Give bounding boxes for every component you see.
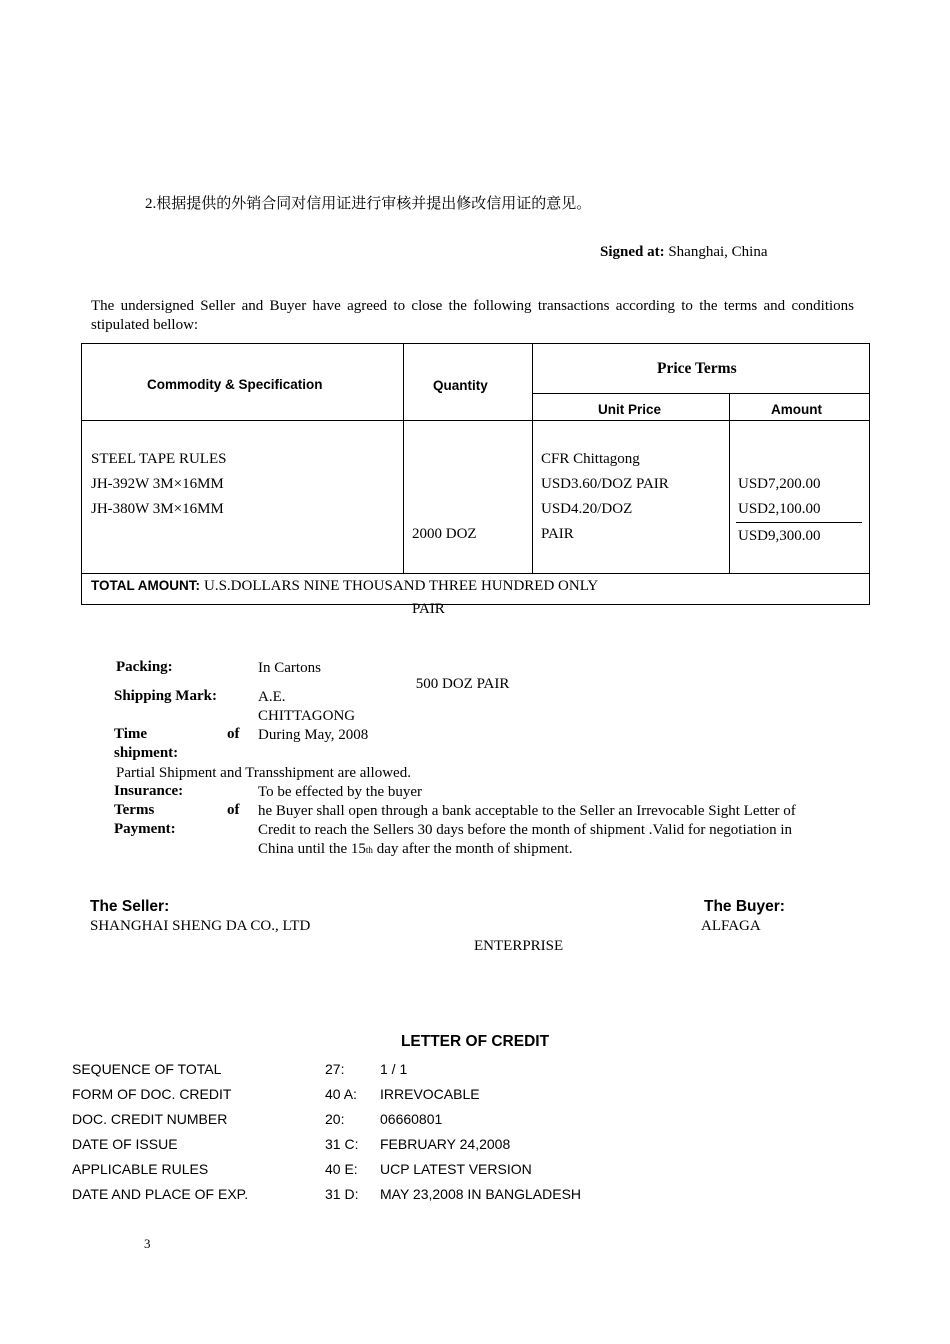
insurance-label: Insurance:: [114, 783, 184, 799]
instruction-text: 2.根据提供的外销合同对信用证进行审核并提出修改信用证的意见。: [145, 196, 592, 212]
total-amount-label: TOTAL AMOUNT:: [91, 578, 200, 593]
payment-line-3-sup: th: [365, 845, 373, 855]
lc-row: [72, 1186, 772, 1211]
lc-row-tag: 20:: [325, 1111, 345, 1127]
insurance-value: To be effected by the buyer: [258, 784, 423, 800]
lc-row-value: 1 / 1: [380, 1061, 408, 1077]
commodity-line: STEEL TAPE RULES: [91, 451, 227, 467]
payment-label-of: of: [227, 802, 240, 818]
lc-row-label: DATE OF ISSUE: [72, 1136, 178, 1152]
intro-paragraph: The undersigned Seller and Buyer have agreed to close the following transactions according to the terms and conditions stipulated bellow:: [91, 298, 854, 333]
lc-row: [72, 1086, 772, 1111]
amount-total: USD9,300.00: [738, 528, 821, 544]
amount-line: USD2,100.00: [738, 501, 821, 517]
amount-cell: [738, 472, 821, 522]
time-label-2: shipment:: [114, 745, 179, 761]
header-commodity: Commodity & Specification: [147, 377, 323, 392]
quantity-line: 2000 DOZ: [412, 526, 477, 542]
commodity-cell: [91, 447, 226, 522]
lc-title: LETTER OF CREDIT: [400, 1033, 550, 1050]
payment-line-3-pre: China until the 15: [258, 841, 366, 857]
lc-row-label: DOC. CREDIT NUMBER: [72, 1111, 228, 1127]
unit-price-line: PAIR: [541, 526, 574, 542]
lc-row-label: SEQUENCE OF TOTAL: [72, 1061, 222, 1077]
commodity-line: JH-380W 3M×16MM: [91, 501, 224, 517]
header-quantity: Quantity: [433, 378, 488, 393]
shipping-mark-line: A.E.: [258, 689, 286, 705]
seller-name: SHANGHAI SHENG DA CO., LTD: [90, 918, 311, 934]
lc-row-tag: 27:: [325, 1061, 345, 1077]
packing-label: Packing:: [116, 659, 173, 675]
unit-price-line: CFR Chittagong: [541, 451, 640, 467]
header-price-terms: Price Terms: [657, 360, 737, 377]
lc-row-tag: 40 E:: [325, 1161, 358, 1177]
buyer-label: The Buyer:: [704, 898, 785, 915]
lc-row-value: 06660801: [380, 1111, 443, 1127]
packing-value: In Cartons: [258, 660, 321, 676]
time-label-1: Time: [114, 726, 148, 742]
buyer-name-2: ENTERPRISE: [474, 938, 564, 954]
partial-shipment-text: Partial Shipment and Transshipment are allowed.: [116, 765, 411, 781]
lc-row-label: APPLICABLE RULES: [72, 1161, 209, 1177]
lc-row-value: MAY 23,2008 IN BANGLADESH: [380, 1186, 582, 1202]
lc-row: [72, 1161, 772, 1186]
lc-row-value: IRREVOCABLE: [380, 1086, 480, 1102]
lc-row: [72, 1061, 772, 1086]
payment-line: Credit to reach the Sellers 30 days before the month of shipment .Valid for negotiation in: [258, 822, 793, 838]
unit-price-cell: [541, 447, 669, 547]
quantity-line: PAIR: [412, 601, 445, 617]
lc-row-tag: 40 A:: [325, 1086, 357, 1102]
lc-row: [72, 1136, 772, 1161]
buyer-name-1: ALFAGA: [701, 918, 761, 934]
lc-row-value: UCP LATEST VERSION: [380, 1161, 532, 1177]
total-amount-value: U.S.DOLLARS NINE THOUSAND THREE HUNDRED ONLY: [204, 578, 599, 594]
seller-label: The Seller:: [90, 898, 170, 915]
quantity-cell: [412, 472, 509, 747]
unit-price-line: USD4.20/DOZ: [541, 501, 633, 517]
lc-row-label: FORM OF DOC. CREDIT: [72, 1086, 232, 1102]
quantity-line: 500 DOZ PAIR: [412, 676, 510, 692]
signed-at: [600, 244, 768, 261]
signed-value: Shanghai, China: [668, 244, 768, 260]
time-value: During May, 2008: [258, 727, 369, 743]
lc-row-tag: 31 D:: [325, 1186, 359, 1202]
payment-line-3-post: day after the month of shipment.: [372, 841, 573, 857]
shipping-mark-label: Shipping Mark:: [114, 688, 217, 704]
lc-row-label: DATE AND PLACE OF EXP.: [72, 1186, 249, 1202]
shipping-mark-line: CHITTAGONG: [258, 708, 356, 724]
payment-label-2: Payment:: [114, 821, 176, 837]
payment-label-1: Terms: [114, 802, 155, 818]
payment-line: he Buyer shall open through a bank acceptable to the Seller an Irrevocable Sight Letter of: [258, 803, 796, 819]
shipping-mark-value: [258, 688, 355, 726]
header-unit-price: Unit Price: [598, 402, 662, 417]
page-number: 3: [144, 1236, 151, 1251]
signed-label: Signed at:: [600, 244, 665, 260]
lc-row-value: FEBRUARY 24,2008: [380, 1136, 511, 1152]
payment-line-3: [258, 840, 796, 860]
lc-row: [72, 1111, 772, 1136]
header-amount: Amount: [771, 402, 822, 417]
time-label-of: of: [227, 726, 240, 742]
amount-line: USD7,200.00: [738, 476, 821, 492]
unit-price-line: USD3.60/DOZ PAIR: [541, 476, 669, 492]
lc-row-tag: 31 C:: [325, 1136, 359, 1152]
payment-value: [258, 802, 796, 860]
total-amount-row: [91, 577, 598, 595]
commodity-line: JH-392W 3M×16MM: [91, 476, 224, 492]
